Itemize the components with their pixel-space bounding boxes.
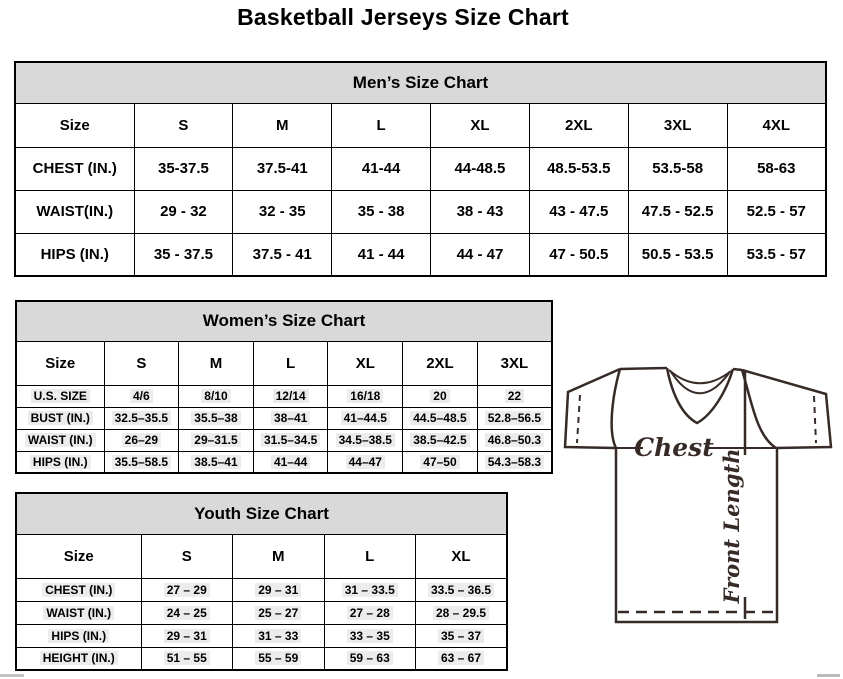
- value-cell: 29 – 31: [233, 578, 325, 601]
- row-label: HIPS (IN.): [16, 624, 141, 647]
- column-header: XL: [431, 103, 530, 147]
- value-cell: 53.5 - 57: [727, 233, 826, 276]
- table-row: [15, 233, 826, 276]
- value-cell: 28 – 29.5: [416, 601, 508, 624]
- value-cell: 51 – 55: [141, 647, 233, 670]
- value-cell: 38 - 43: [431, 190, 530, 233]
- value-cell: 52.5 - 57: [727, 190, 826, 233]
- value-cell: 63 – 67: [416, 647, 508, 670]
- value-cell: 37.5 - 41: [233, 233, 332, 276]
- value-cell: 54.3–58.3: [477, 451, 552, 473]
- value-cell: 50.5 - 53.5: [628, 233, 727, 276]
- value-cell: 47.5 - 52.5: [628, 190, 727, 233]
- value-cell: 41–44.5: [328, 407, 403, 429]
- table-row: [16, 429, 552, 451]
- column-header: Size: [16, 341, 104, 385]
- value-cell: 38.5–41: [179, 451, 254, 473]
- row-label: HIPS (IN.): [16, 451, 104, 473]
- women-size-chart-table: [15, 300, 553, 474]
- value-cell: 43 - 47.5: [529, 190, 628, 233]
- v-neck-collar: [667, 368, 733, 423]
- value-cell: 29–31.5: [179, 429, 254, 451]
- men-size-chart-table: [14, 61, 827, 277]
- table-row: [15, 147, 826, 190]
- column-header: XL: [328, 341, 403, 385]
- front-length-label: Front Length: [719, 448, 744, 604]
- value-cell: 52.8–56.5: [477, 407, 552, 429]
- bottom-right-artifact-bar: [817, 674, 840, 677]
- value-cell: 47 - 50.5: [529, 233, 628, 276]
- youth-size-chart-table: [15, 492, 508, 671]
- row-label: WAIST (IN.): [16, 429, 104, 451]
- value-cell: 38–41: [253, 407, 328, 429]
- chest-label: Chest: [634, 433, 714, 462]
- value-cell: 35 – 37: [416, 624, 508, 647]
- value-cell: 53.5-58: [628, 147, 727, 190]
- row-label: WAIST(IN.): [15, 190, 134, 233]
- column-header-row: [15, 103, 826, 147]
- table-row: [15, 190, 826, 233]
- jersey-outline: [565, 368, 831, 622]
- value-cell: 33.5 – 36.5: [416, 578, 508, 601]
- column-header: L: [332, 103, 431, 147]
- value-cell: 35 - 37.5: [134, 233, 233, 276]
- table-row: [16, 385, 552, 407]
- value-cell: 26–29: [104, 429, 179, 451]
- value-cell: 27 – 28: [324, 601, 416, 624]
- value-cell: 41 - 44: [332, 233, 431, 276]
- value-cell: 47–50: [403, 451, 478, 473]
- value-cell: 38.5–42.5: [403, 429, 478, 451]
- table-row: [16, 601, 507, 624]
- column-header: M: [233, 103, 332, 147]
- value-cell: 34.5–38.5: [328, 429, 403, 451]
- value-cell: 22: [477, 385, 552, 407]
- value-cell: 32 - 35: [233, 190, 332, 233]
- row-label: CHEST (IN.): [16, 578, 141, 601]
- value-cell: 55 – 59: [233, 647, 325, 670]
- column-header: Size: [15, 103, 134, 147]
- value-cell: 24 – 25: [141, 601, 233, 624]
- jersey-measurement-diagram: [556, 362, 840, 628]
- column-header: 2XL: [403, 341, 478, 385]
- column-header: 2XL: [529, 103, 628, 147]
- table-row: [16, 647, 507, 670]
- column-header: 4XL: [727, 103, 826, 147]
- row-label: U.S. SIZE: [16, 385, 104, 407]
- value-cell: 31.5–34.5: [253, 429, 328, 451]
- row-label: WAIST (IN.): [16, 601, 141, 624]
- value-cell: 8/10: [179, 385, 254, 407]
- value-cell: 41–44: [253, 451, 328, 473]
- row-label: BUST (IN.): [16, 407, 104, 429]
- row-label: CHEST (IN.): [15, 147, 134, 190]
- column-header-row: [16, 341, 552, 385]
- value-cell: 32.5–35.5: [104, 407, 179, 429]
- row-label: HIPS (IN.): [15, 233, 134, 276]
- value-cell: 31 – 33: [233, 624, 325, 647]
- column-header: S: [104, 341, 179, 385]
- page-title: Basketball Jerseys Size Chart: [237, 4, 569, 30]
- value-cell: 58-63: [727, 147, 826, 190]
- value-cell: 44-48.5: [431, 147, 530, 190]
- value-cell: 35.5–58.5: [104, 451, 179, 473]
- value-cell: 48.5-53.5: [529, 147, 628, 190]
- column-header: M: [179, 341, 254, 385]
- table-title: Youth Size Chart: [16, 493, 507, 534]
- value-cell: 35 - 38: [332, 190, 431, 233]
- value-cell: 31 – 33.5: [324, 578, 416, 601]
- table-row: [16, 407, 552, 429]
- value-cell: 16/18: [328, 385, 403, 407]
- value-cell: 41-44: [332, 147, 431, 190]
- value-cell: 35-37.5: [134, 147, 233, 190]
- value-cell: 37.5-41: [233, 147, 332, 190]
- table-row: [16, 578, 507, 601]
- value-cell: 20: [403, 385, 478, 407]
- column-header: S: [141, 534, 233, 578]
- value-cell: 29 – 31: [141, 624, 233, 647]
- column-header: L: [324, 534, 416, 578]
- value-cell: 59 – 63: [324, 647, 416, 670]
- value-cell: 44–47: [328, 451, 403, 473]
- column-header: XL: [416, 534, 508, 578]
- value-cell: 25 – 27: [233, 601, 325, 624]
- column-header: M: [233, 534, 325, 578]
- column-header: Size: [16, 534, 141, 578]
- value-cell: 4/6: [104, 385, 179, 407]
- right-cuff-dashed-line: [814, 396, 816, 443]
- value-cell: 33 – 35: [324, 624, 416, 647]
- column-header: L: [253, 341, 328, 385]
- left-cuff-dashed-line: [577, 395, 580, 443]
- column-header-row: [16, 534, 507, 578]
- table-row: [16, 451, 552, 473]
- table-title: Men’s Size Chart: [15, 62, 826, 103]
- column-header: 3XL: [477, 341, 552, 385]
- value-cell: 27 – 29: [141, 578, 233, 601]
- value-cell: 35.5–38: [179, 407, 254, 429]
- table-row: [16, 624, 507, 647]
- table-title: Women’s Size Chart: [16, 301, 552, 341]
- value-cell: 46.8–50.3: [477, 429, 552, 451]
- row-label: HEIGHT (IN.): [16, 647, 141, 670]
- value-cell: 44 - 47: [431, 233, 530, 276]
- value-cell: 44.5–48.5: [403, 407, 478, 429]
- bottom-left-artifact-bar: [0, 674, 24, 677]
- value-cell: 29 - 32: [134, 190, 233, 233]
- column-header: 3XL: [628, 103, 727, 147]
- value-cell: 12/14: [253, 385, 328, 407]
- column-header: S: [134, 103, 233, 147]
